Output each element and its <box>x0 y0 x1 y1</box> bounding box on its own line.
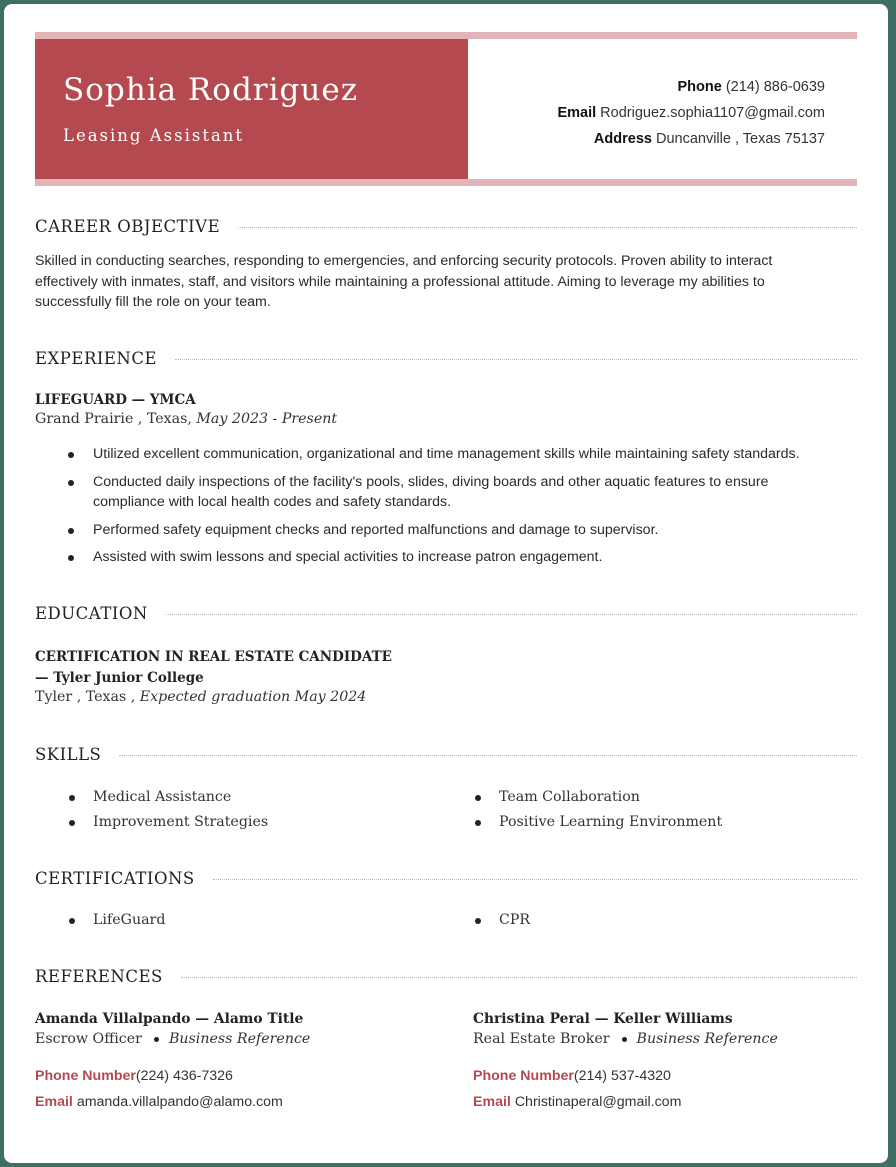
education-degree: CERTIFICATION IN REAL ESTATE CANDIDATE <box>35 649 392 665</box>
job-location: Grand Prairie , Texas, <box>35 411 192 427</box>
contact-block <box>557 74 825 152</box>
header-top-bar <box>35 32 857 39</box>
section-references <box>35 966 857 986</box>
section-experience <box>35 348 857 368</box>
section-divider <box>238 227 857 228</box>
section-divider <box>175 359 857 360</box>
section-education <box>35 603 857 623</box>
section-divider <box>166 614 857 615</box>
reference-phone-label: Phone Number <box>35 1068 136 1084</box>
skill-item: Team Collaboration <box>473 789 640 805</box>
list-item: Performed safety equipment checks and reported malfunctions and damage to supervisor. <box>35 520 835 541</box>
reference-role <box>35 1031 310 1047</box>
header-bottom-bar <box>35 179 857 186</box>
reference-email <box>473 1094 681 1110</box>
certification-item: LifeGuard <box>67 912 165 928</box>
resume-page <box>4 4 888 1163</box>
education-location: Tyler , Texas , <box>35 689 136 705</box>
phone-label: Phone <box>677 79 722 95</box>
skill-item: Positive Learning Environment <box>473 814 722 830</box>
reference-position: Real Estate Broker <box>473 1031 610 1047</box>
reference-email-value[interactable]: Christinaperal@gmail.com <box>514 1094 682 1110</box>
reference-name: Christina Peral — Keller Williams <box>473 1011 733 1027</box>
address-value: Duncanville , Texas 75137 <box>655 131 825 147</box>
skill-item: Improvement Strategies <box>67 814 268 830</box>
contact-address <box>557 126 825 152</box>
section-title: CAREER OBJECTIVE <box>35 216 221 236</box>
list-item: Utilized excellent communication, organizational and time management skills while maintaining safety standards. <box>35 444 835 465</box>
reference-phone <box>35 1068 233 1084</box>
bullet-dot <box>154 1037 159 1042</box>
candidate-name: Sophia Rodriguez <box>63 72 359 108</box>
reference-phone-label: Phone Number <box>473 1068 574 1084</box>
section-skills <box>35 744 857 764</box>
certification-item: CPR <box>473 912 530 928</box>
section-divider <box>119 755 857 756</box>
section-divider <box>181 977 857 978</box>
list-item: Conducted daily inspections of the facility's pools, slides, diving boards and other aquatic features to ensure compliance with local health codes and safety standards. <box>35 472 835 513</box>
job-dates: May 2023 - Present <box>196 411 338 427</box>
list-item: Assisted with swim lessons and special activities to increase patron engagement. <box>35 547 835 568</box>
email-value[interactable]: Rodriguez.sophia1107@gmail.com <box>600 105 825 121</box>
section-certifications <box>35 868 857 888</box>
reference-type: Business Reference <box>168 1031 311 1047</box>
address-label: Address <box>593 131 652 147</box>
section-title: SKILLS <box>35 744 102 764</box>
email-label: Email <box>557 105 597 121</box>
reference-phone <box>473 1068 671 1084</box>
reference-phone-value: (214) 537-4320 <box>573 1068 671 1084</box>
objective-text: Skilled in conducting searches, responding to emergencies, and enforcing security protocols. Proven ability to interact effectively with inmates, staff, and visitors while maintaining a professional attitude. Aiming to leverage my abilities to successfully fill the role on your team. <box>35 253 773 310</box>
name-banner <box>35 39 468 179</box>
phone-value: (214) 886-0639 <box>725 79 825 95</box>
education-school: — Tyler Junior College <box>35 670 204 686</box>
candidate-job-title: Leasing Assistant <box>63 126 245 145</box>
contact-phone <box>557 74 825 100</box>
education-location-date <box>35 689 366 705</box>
section-title: EDUCATION <box>35 603 148 623</box>
reference-name: Amanda Villalpando — Alamo Title <box>35 1011 304 1027</box>
reference-role <box>473 1031 778 1047</box>
skill-item: Medical Assistance <box>67 789 231 805</box>
experience-bullets <box>35 444 835 575</box>
section-career-objective <box>35 216 857 236</box>
reference-email <box>35 1094 283 1110</box>
bullet-dot <box>622 1037 627 1042</box>
job-location-dates <box>35 411 337 427</box>
reference-email-label: Email <box>35 1094 73 1110</box>
reference-position: Escrow Officer <box>35 1031 142 1047</box>
job-title: LIFEGUARD — YMCA <box>35 392 196 408</box>
contact-email <box>557 100 825 126</box>
section-title: REFERENCES <box>35 966 163 986</box>
reference-phone-value: (224) 436-7326 <box>135 1068 233 1084</box>
education-graduation: Expected graduation May 2024 <box>139 689 367 705</box>
section-title: CERTIFICATIONS <box>35 868 195 888</box>
reference-email-label: Email <box>473 1094 511 1110</box>
reference-type: Business Reference <box>636 1031 778 1047</box>
section-divider <box>213 879 857 880</box>
section-title: EXPERIENCE <box>35 348 158 368</box>
reference-email-value[interactable]: amanda.villalpando@alamo.com <box>76 1094 283 1110</box>
